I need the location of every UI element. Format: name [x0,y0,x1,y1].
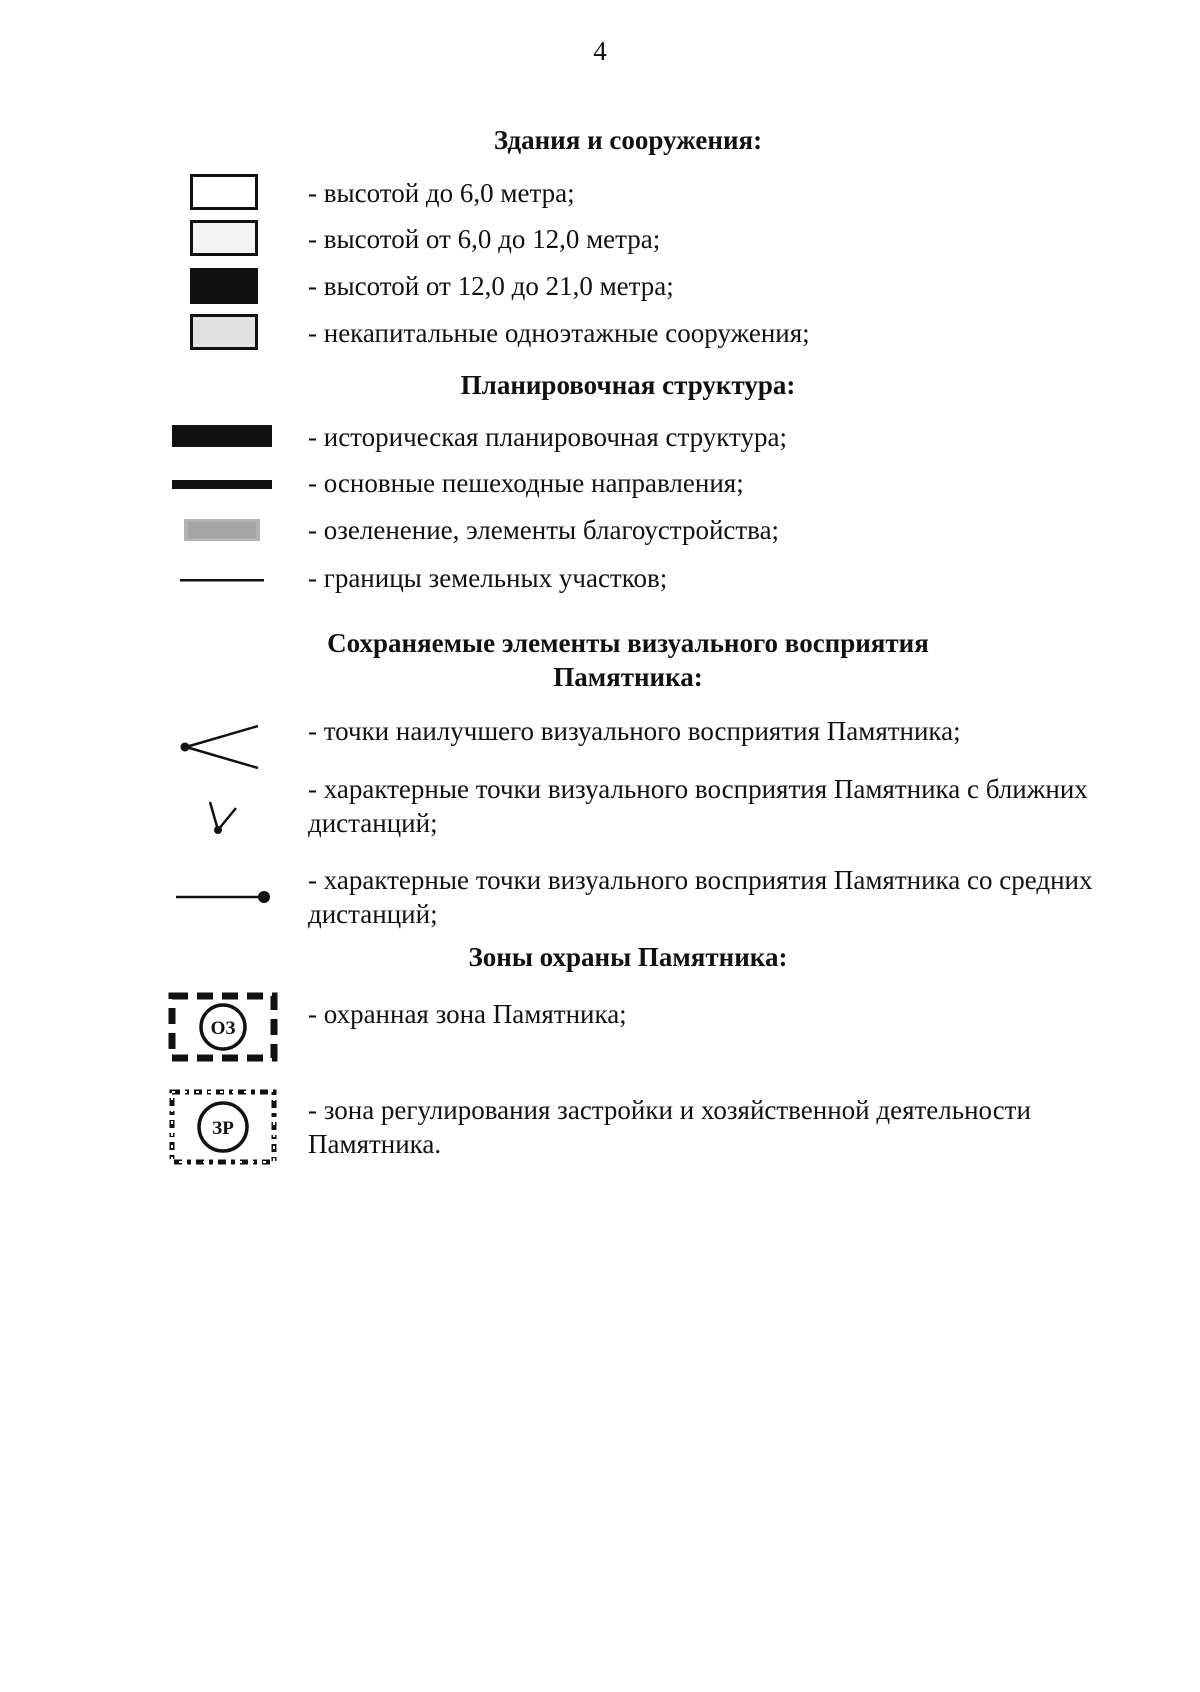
legend-item-building-temporary: - некапитальные одноэтажные сооружения; [308,318,810,348]
pedestrian-route-symbol [172,480,272,490]
legend-item-historic-structure: - историческая планировочная структура; [308,422,787,452]
historic-structure-symbol [172,425,272,447]
building-high-symbol [190,268,258,304]
best-viewpoint-icon [176,724,260,770]
legend-item-near-viewpoint: - характерные точки визуального восприятия Памятника с ближних дистанций; [308,774,1088,838]
section-title-buildings: Здания и сооружения: [493,125,763,155]
protection-zone-symbol [168,992,278,1062]
regulation-zone-symbol [168,1088,278,1166]
section-title-zones: Зоны охраны Памятника: [468,942,788,972]
building-medium-symbol [190,220,258,256]
legend-item-building-low: - высотой до 6,0 метра; [308,178,575,208]
legend-item-pedestrian-route: - основные пешеходные направления; [308,468,744,498]
regulation-zone-badge: ЗР [212,1118,234,1139]
section-title-visual-line2: Памятника: [553,662,703,692]
greenery-symbol [184,519,260,541]
building-temporary-symbol [190,314,258,350]
legend-item-protection-zone: - охранная зона Памятника; [308,999,627,1029]
legend-item-greenery: - озеленение, элементы благоустройства; [308,515,780,545]
middle-viewpoint-icon [176,890,272,904]
protection-zone-badge: ОЗ [210,1018,236,1039]
legend-item-regulation-zone: - зона регулирования застройки и хозяйственной деятельности Памятника. [308,1095,1031,1159]
section-title-planning: Планировочная структура: [460,370,796,400]
land-boundary-symbol [180,579,264,583]
legend-item-middle-viewpoint: - характерные точки визуального восприятия Памятника со средних дистанций; [308,865,1093,929]
legend-item-building-high: - высотой от 12,0 до 21,0 метра; [308,271,674,301]
page-number: 4 [593,36,607,66]
building-low-symbol [190,174,258,210]
section-title-visual-line1: Сохраняемые элементы визуального восприятия [327,628,929,658]
near-viewpoint-icon [208,800,238,836]
legend-item-building-medium: - высотой от 6,0 до 12,0 метра; [308,224,661,254]
legend-item-best-viewpoint: - точки наилучшего визуального восприятия Памятника; [308,716,961,746]
legend-item-land-boundary: - границы земельных участков; [308,563,668,593]
